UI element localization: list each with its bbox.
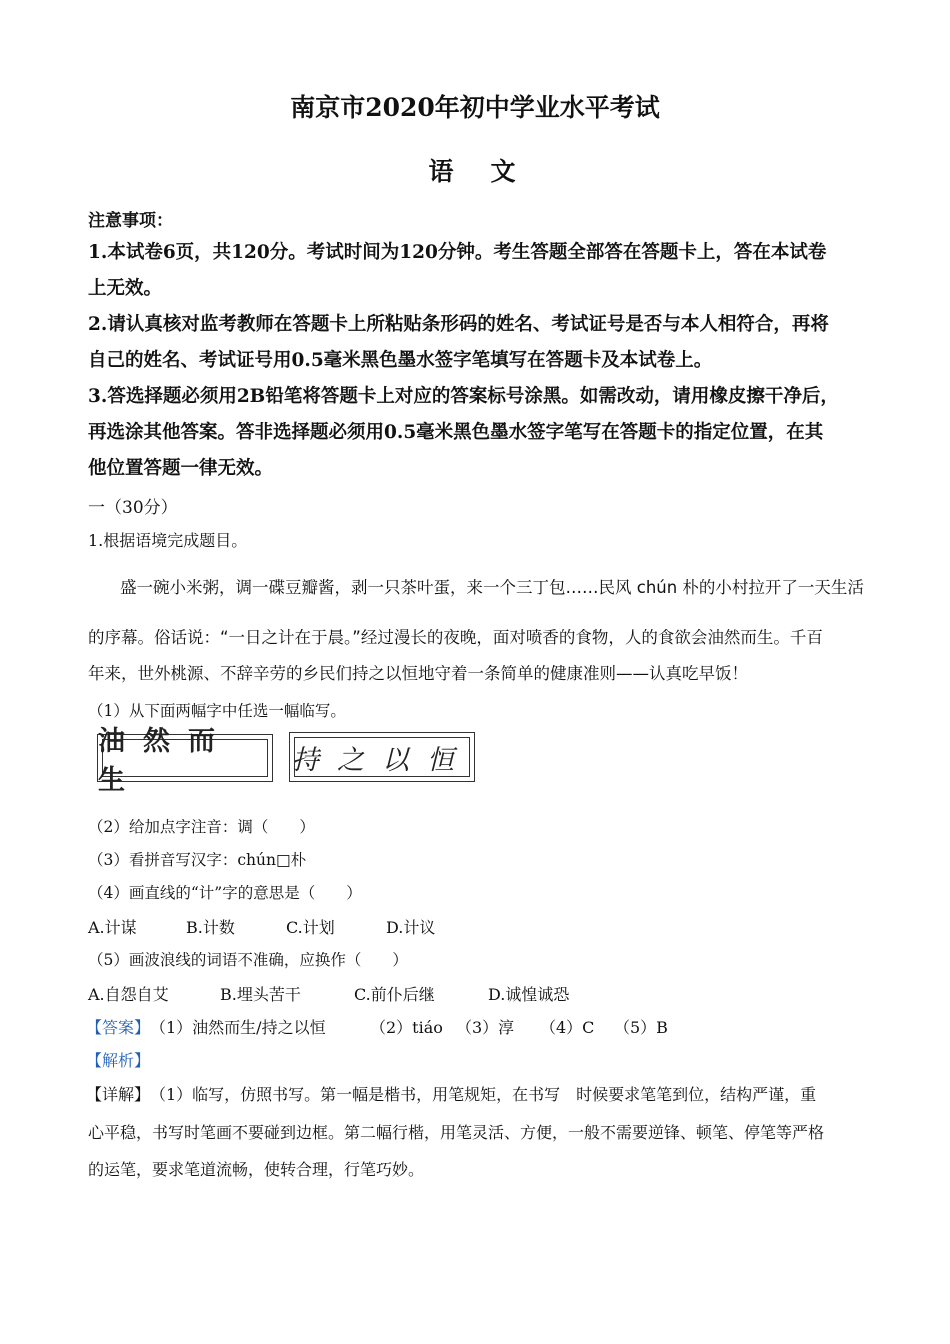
option-c: C.前仆后继 xyxy=(354,985,435,1004)
notice-line: 再选涂其他答案。答非选择题必须用0.5毫米黑色墨水签字笔写在答题卡的指定位置，在其 xyxy=(88,422,824,443)
notice-line: 2.请认真核对监考教师在答题卡上所粘贴条形码的姓名、考试证号是否与本人相符合，再将 xyxy=(88,314,829,335)
question-1-3: （3）看拼音写汉字：chún□朴 xyxy=(88,851,307,869)
answer-item: （3）淳 xyxy=(456,1018,515,1037)
notice-line: 上无效。 xyxy=(88,278,163,299)
calligraphy-sample-2 xyxy=(289,732,475,782)
answer-item: （2）tiáo xyxy=(370,1018,443,1037)
calligraphy-text: 油然而生 xyxy=(98,726,233,796)
passage-line: 盛一碗小米粥，调一碟豆瓣酱，剥一只茶叶蛋，来一个三丁包……民风 chún 朴的小村拉开了一天生活 xyxy=(120,578,864,597)
analysis-line: 心平稳，书写时笔画不要碰到边框。第二幅行楷，用笔灵活、方便，一般不需要逆锋、顿笔、停笔等严格 xyxy=(88,1123,825,1142)
option-d: D.计议 xyxy=(386,918,436,937)
question-1-2: （2）给加点字注音：调（ ） xyxy=(88,818,315,836)
detail-label: 【详解】 xyxy=(86,1085,151,1104)
section-label: 一（30分） xyxy=(88,498,178,518)
option-b: B.计数 xyxy=(186,918,235,937)
option-a: A.自怨自艾 xyxy=(88,985,169,1004)
page-title: 南京市2020年初中学业水平考试 xyxy=(290,93,660,122)
notice-line: 自己的姓名、考试证号用0.5毫米黑色墨水签字笔填写在答题卡及本试卷上。 xyxy=(88,350,713,371)
answer-item: （1）油然而生/持之以恒 xyxy=(150,1018,326,1037)
question-1-prompt: 1.根据语境完成题目。 xyxy=(88,531,248,550)
calligraphy-text: 持之以恒 xyxy=(292,744,472,776)
notice-line: 3.答选择题必须用2B铅笔将答题卡上对应的答案标号涂黑。如需改动，请用橡皮擦干净后， xyxy=(88,386,839,407)
question-1-1: （1）从下面两幅字中任选一幅临写。 xyxy=(88,702,346,720)
option-d: D.诚惶诚恐 xyxy=(488,985,570,1004)
answer-item: （4）C xyxy=(540,1018,595,1037)
question-1-5: （5）画波浪线的词语不准确，应换作（ ） xyxy=(88,951,408,969)
question-1-4: （4）画直线的“计”字的意思是（ ） xyxy=(88,884,362,902)
calligraphy-sample-1 xyxy=(97,726,273,796)
passage-line: 的序幕。俗话说：“一日之计在于晨。”经过漫长的夜晚，面对喷香的食物，人的食欲会油然而生。千百 xyxy=(88,628,823,647)
answer-label: 【答案】 xyxy=(86,1018,151,1037)
notice-line: 他位置答题一律无效。 xyxy=(88,458,274,479)
analysis-line: 的运笔，要求笔道流畅，使转合理，行笔巧妙。 xyxy=(88,1160,425,1179)
passage-line: 年来，世外桃源、不辞辛劳的乡民们持之以恒地守着一条简单的健康准则——认真吃早饭！ xyxy=(88,664,748,683)
notice-line: 1.本试卷6页，共120分。考试时间为120分钟。考生答题全部答在答题卡上，答在本试卷 xyxy=(88,242,827,263)
answer-item: （5）B xyxy=(614,1018,668,1037)
option-c: C.计划 xyxy=(286,918,335,937)
subject-title: 语 文 xyxy=(428,157,522,186)
option-a: A.计谋 xyxy=(88,918,137,937)
notice-heading: 注意事项： xyxy=(88,211,173,231)
analysis-line: （1）临写，仿照书写。第一幅是楷书，用笔规矩，在书写 时候要求笔笔到位，结构严谨，重 xyxy=(150,1085,817,1104)
option-b: B.埋头苦干 xyxy=(220,985,301,1004)
analysis-label: 【解析】 xyxy=(86,1051,151,1070)
